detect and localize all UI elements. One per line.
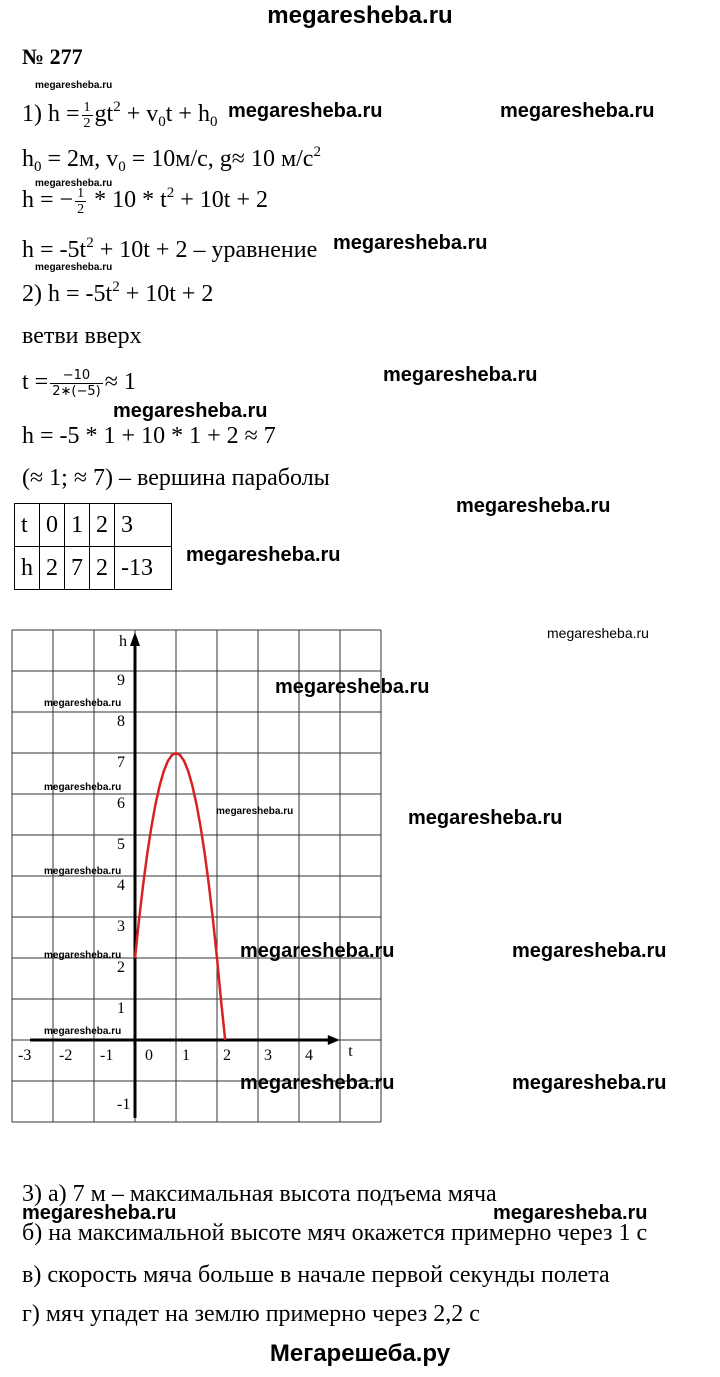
watermark: megaresheba.ru [408,807,563,829]
watermark: megaresheba.ru [275,676,430,698]
parabola-curve [135,753,225,1040]
table-cell: 3 [115,504,172,547]
watermark: megaresheba.ru [22,1202,177,1224]
site-footer: Мегарешеба.ру [269,1340,451,1367]
formula-line-1: 1) h = $\frac{1}{2}$ $gt^2 + v_0t + h_0$ [22,99,218,131]
y-tick-label: 3 [117,918,125,935]
table-row [15,504,172,547]
vertex-h-line: h = -5 * 1 + 10 * 1 + 2 ≈ 7 [22,423,276,449]
x-tick-label: 3 [264,1047,272,1064]
watermark: megaresheba.ru [456,495,611,517]
x-tick-label: 2 [223,1047,231,1064]
x-axis-arrow [328,1035,340,1045]
formula-line-3: h = − $\frac{1}{2}$ * $10 * t^2 + 10t + 2$ [22,185,268,217]
y-tick-label: 4 [117,877,125,894]
answer-g: г) мяч упадет на землю примерно через 2,2 с [22,1301,480,1327]
watermark: megaresheba.ru [44,698,122,709]
table-cell: 7 [65,547,90,590]
part-2-equation: 2) $h = -5t^2 + 10t + 2$ [22,279,214,307]
table-cell: h [15,547,40,590]
table-cell: 0 [40,504,65,547]
table-cell: 2 [90,547,115,590]
watermark: megaresheba.ru [35,178,113,189]
watermark: megaresheba.ru [44,950,122,961]
y-tick-label: 5 [117,836,125,853]
watermark: megaresheba.ru [44,1026,122,1037]
branches-note: ветви вверх [22,323,142,349]
table-cell: 2 [90,504,115,547]
y-axis-label: h [119,633,127,650]
y-tick-label: 2 [117,959,125,976]
watermark: megaresheba.ru [216,806,294,817]
y-tick-label: 1 [117,1000,125,1017]
vertex-t-line: t = $\frac{-10}{2∗(-5)}$ ≈ 1 [22,368,136,399]
watermark: megaresheba.ru [383,364,538,386]
watermark: megaresheba.ru [333,232,488,254]
watermark: megaresheba.ru [44,782,122,793]
site-header: megaresheba.ru [267,2,453,29]
watermark: megaresheba.ru [228,100,383,122]
watermark: megaresheba.ru [547,625,649,641]
watermark: megaresheba.ru [493,1202,648,1224]
fraction-vertex: $\frac{-10}{2∗(-5)}$ [52,368,101,399]
y-tick-label: 6 [117,795,125,812]
fraction-half-neg: $\frac{1}{2}$ [77,186,85,217]
y-tick-label: -1 [117,1096,131,1113]
answer-v: в) скорость мяча больше в начале первой секунды полета [22,1262,610,1288]
y-tick-label: 9 [117,672,125,689]
x-tick-label: 0 [145,1047,153,1064]
x-tick-label: 1 [182,1047,190,1064]
problem-number: № 277 [22,44,83,69]
table-cell: -13 [115,547,172,590]
answer-a: 3) а) 7 м – максимальная высота подъема мяча [22,1181,497,1207]
fraction-half: $\frac{1}{2}$ [83,100,91,131]
vertex-line: (≈ 1; ≈ 7) – вершина параболы [22,465,330,491]
watermark: megaresheba.ru [512,940,667,962]
answer-b: б) на максимальной высоте мяч окажется примерно через 1 с [22,1220,648,1246]
given-values-line: $h_0 = 2м$, $v_0 = 10м/с$, g≈ 10 $м/с^2$ [22,144,321,175]
x-axis-label: t [348,1043,353,1060]
values-table [14,503,172,590]
x-tick-label: -2 [59,1047,73,1064]
x-tick-label: 4 [305,1047,313,1064]
watermark: megaresheba.ru [500,100,655,122]
table-cell: 1 [65,504,90,547]
x-tick-label: -3 [18,1047,32,1064]
y-tick-label: 7 [117,754,125,771]
table-cell: t [15,504,40,547]
watermark: megaresheba.ru [35,262,113,273]
y-axis-arrow [130,632,140,646]
table-cell: 2 [40,547,65,590]
watermark: megaresheba.ru [44,866,122,877]
equation-line: $h = -5t^2 + 10t + 2$ – уравнение [22,235,318,263]
watermark: megaresheba.ru [35,80,113,91]
watermark: megaresheba.ru [240,1072,395,1094]
watermark: megaresheba.ru [240,940,395,962]
watermark: megaresheba.ru [512,1072,667,1094]
watermark: megaresheba.ru [186,544,341,566]
x-tick-label: -1 [100,1047,114,1064]
table-row [15,547,172,590]
y-tick-label: 8 [117,713,125,730]
watermark: megaresheba.ru [113,400,268,422]
